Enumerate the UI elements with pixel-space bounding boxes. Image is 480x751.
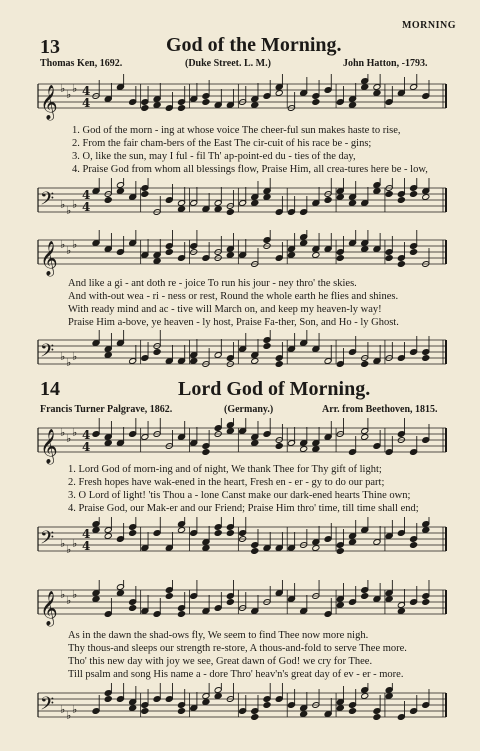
note-head (397, 197, 405, 204)
hymn-14-number: 14 (40, 378, 60, 400)
verse-line: 4. Praise God, our Mak-er and our Friend; Praise Him thro' time, till time shall end; (68, 503, 419, 514)
note-head (104, 533, 112, 540)
treble-clef-icon: 𝄞 (40, 591, 58, 626)
note-head (104, 440, 112, 447)
bass-clef-icon: 𝄢 (40, 694, 55, 719)
note-head (410, 191, 418, 198)
bass-clef-icon: 𝄢 (40, 189, 55, 214)
note-head (385, 255, 393, 262)
note-head (348, 200, 356, 207)
note-head (116, 590, 124, 597)
note-head (275, 90, 283, 97)
time-signature: 4 (82, 539, 91, 553)
flat-sign-icon: ♭ (60, 588, 66, 601)
flat-sign-icon: ♭ (72, 82, 78, 95)
verse-line: 3. O, like the sun, may I ful - fil Th' ap-point-ed du - ties of the day, (72, 151, 356, 162)
hymn-14-system-2-treble (0, 580, 480, 630)
note-head (141, 708, 149, 715)
note-head (397, 608, 405, 615)
flat-sign-icon: ♭ (60, 426, 66, 439)
note-head (177, 527, 185, 534)
note-head (177, 708, 185, 715)
bass-clef-icon: 𝄢 (40, 528, 55, 553)
note-head (153, 349, 161, 356)
note-head (397, 261, 405, 268)
hymn-14-composer: Arr. from Beethoven, 1815. (322, 404, 438, 415)
flat-sign-icon: ♭ (66, 88, 72, 101)
hymn-13-composer: John Hatton, -1793. (343, 58, 428, 69)
note-head (141, 191, 149, 198)
note-head (422, 194, 430, 201)
flat-sign-icon: ♭ (72, 588, 78, 601)
time-signature: 4 (82, 84, 91, 98)
note-head (422, 355, 430, 362)
time-signature: 4 (82, 527, 91, 541)
note-head (263, 194, 271, 201)
note-head (361, 693, 369, 700)
note-head (300, 240, 308, 247)
note-head (336, 255, 344, 262)
hymn-13-system-2-treble (0, 230, 480, 280)
hymn-13-title: God of the Morning. (166, 34, 342, 56)
note-head (165, 249, 173, 256)
note-head (287, 252, 295, 259)
note-head (373, 714, 381, 721)
note-head (385, 693, 393, 700)
verse-line: 2. From the fair cham-bers of the East The cir-cuit of his race be - gins; (72, 138, 372, 149)
note-head (361, 84, 369, 91)
note-head (226, 530, 234, 537)
note-head (422, 599, 430, 606)
flat-sign-icon: ♭ (72, 238, 78, 251)
note-head (141, 105, 149, 112)
note-head (251, 714, 259, 721)
flat-sign-icon: ♭ (66, 709, 72, 722)
note-head (226, 599, 234, 606)
note-head (275, 361, 283, 368)
bass-clef-icon: 𝄢 (40, 341, 55, 366)
note-head (385, 191, 393, 198)
note-head (348, 102, 356, 109)
note-head (348, 539, 356, 546)
verse-line: Tho' this new day with joy we see, Great dawn of God! we cry for Thee. (68, 656, 373, 667)
time-signature: 4 (82, 188, 91, 202)
hymn-14-system-2-bass (0, 683, 480, 733)
flat-sign-icon: ♭ (60, 703, 66, 716)
flat-sign-icon: ♭ (66, 543, 72, 556)
note-head (226, 252, 234, 259)
note-head (361, 434, 369, 441)
verse-line: And like a gi - ant doth re - joice To run his jour - ney thro' the skies. (68, 278, 357, 289)
verse-line: 3. O Lord of light! 'tis Thou a - lone Canst make our dark-ened hearts Thine own; (68, 490, 411, 501)
note-head (251, 102, 259, 109)
note-head (373, 188, 381, 195)
hymn-13-system-1-bass (0, 178, 480, 228)
flat-sign-icon: ♭ (66, 356, 72, 369)
note-head (190, 358, 198, 365)
note-head (177, 206, 185, 213)
hymn-13-author: Thomas Ken, 1692. (40, 58, 123, 69)
note-head (92, 596, 100, 603)
note-head (263, 343, 271, 350)
note-head (312, 252, 320, 259)
treble-clef-icon: 𝄞 (40, 241, 58, 276)
flat-sign-icon: ♭ (66, 432, 72, 445)
note-head (410, 542, 418, 549)
flat-sign-icon: ♭ (60, 537, 66, 550)
time-signature: 4 (82, 96, 91, 110)
note-head (226, 428, 234, 435)
note-head (129, 705, 137, 712)
flat-sign-icon: ♭ (72, 537, 78, 550)
hymn-13-system-2-bass (0, 330, 480, 380)
note-head (251, 200, 259, 207)
flat-sign-icon: ♭ (72, 350, 78, 363)
hymn-14-tune: (Germany.) (224, 404, 274, 415)
note-head (336, 602, 344, 609)
note-head (312, 545, 320, 552)
verse-line: 2. Fresh hopes have wak-ened in the heart, Fresh en - er - gy to do our part; (68, 477, 385, 488)
note-head (275, 443, 283, 450)
flat-sign-icon: ♭ (60, 198, 66, 211)
note-head (214, 530, 222, 537)
verse-line: 1. Lord God of morn-ing and of night, We thank Thee for Thy gift of light; (68, 464, 382, 475)
note-head (202, 545, 210, 552)
note-head (92, 527, 100, 534)
section-header: MORNING (401, 20, 456, 31)
note-head (104, 352, 112, 359)
flat-sign-icon: ♭ (66, 594, 72, 607)
flat-sign-icon: ♭ (72, 426, 78, 439)
note-head (177, 611, 185, 618)
time-signature: 4 (82, 440, 91, 454)
hymn-14-author: Francis Turner Palgrave, 1862. (40, 404, 173, 415)
note-head (300, 446, 308, 453)
note-head (165, 593, 173, 600)
treble-clef-icon: 𝄞 (40, 429, 58, 464)
hymn-14-title: Lord God of Morning. (178, 378, 371, 400)
note-head (177, 105, 185, 112)
hymn-13-system-1-treble (0, 74, 480, 124)
note-head (214, 693, 222, 700)
note-head (348, 708, 356, 715)
verse-line: 4. Praise God from whom all blessings flow, Praise Him, all crea-tures here be - low, (72, 164, 428, 175)
note-head (251, 358, 259, 365)
note-head (422, 527, 430, 534)
flat-sign-icon: ♭ (66, 204, 72, 217)
note-head (153, 102, 161, 109)
note-head (312, 446, 320, 453)
verse-line: As in the dawn the shad-ows fly, We seem to find Thee now more nigh. (68, 630, 369, 641)
note-head (336, 194, 344, 201)
note-head (214, 206, 222, 213)
note-head (251, 440, 259, 447)
verse-line: Thy thous-and sleeps our strength re-store, A thous-and-fold to serve Thee more. (68, 643, 407, 654)
hymn-13-tune: (Duke Street. L. M.) (185, 58, 271, 69)
note-head (385, 596, 393, 603)
note-head (104, 197, 112, 204)
note-head (226, 209, 234, 216)
flat-sign-icon: ♭ (66, 244, 72, 257)
verse-line: With ready mind and ac - tive will March on, and keep my heaven-ly way! (68, 304, 382, 315)
note-head (116, 188, 124, 195)
time-signature: 4 (82, 200, 91, 214)
flat-sign-icon: ♭ (60, 238, 66, 251)
verse-line: 1. God of the morn - ing at whose voice The cheer-ful sun makes haste to rise, (72, 125, 401, 136)
note-head (300, 711, 308, 718)
note-head (324, 197, 332, 204)
note-head (361, 246, 369, 253)
note-head (373, 90, 381, 97)
note-head (129, 530, 137, 537)
note-head (312, 99, 320, 106)
note-head (336, 548, 344, 555)
flat-sign-icon: ♭ (60, 350, 66, 363)
treble-clef-icon: 𝄞 (40, 85, 58, 120)
flat-sign-icon: ♭ (60, 82, 66, 95)
verse-line: Praise Him a-bove, ye heaven - ly host, Praise Fa-ther, Son, and Ho - ly Ghost. (68, 317, 399, 328)
flat-sign-icon: ♭ (72, 198, 78, 211)
note-head (361, 593, 369, 600)
note-head (410, 249, 418, 256)
verse-line: Till psalm and song His name a - dore Thro' heav'n's great day of ev - er - more. (68, 669, 404, 680)
note-head (202, 449, 210, 456)
note-head (361, 361, 369, 368)
note-head (202, 699, 210, 706)
note-head (104, 696, 112, 703)
note-head (153, 258, 161, 265)
flat-sign-icon: ♭ (72, 703, 78, 716)
note-head (251, 548, 259, 555)
hymn-13-number: 13 (40, 36, 60, 58)
hymn-14-system-1-treble (0, 418, 480, 468)
note-head (129, 605, 137, 612)
note-head (202, 99, 210, 106)
note-head (336, 705, 344, 712)
time-signature: 4 (82, 428, 91, 442)
hymn-14-system-1-bass (0, 517, 480, 567)
note-head (263, 702, 271, 709)
verse-line: And with-out wea - ri - ness or rest, Round the whole earth he flies and shines. (68, 291, 399, 302)
